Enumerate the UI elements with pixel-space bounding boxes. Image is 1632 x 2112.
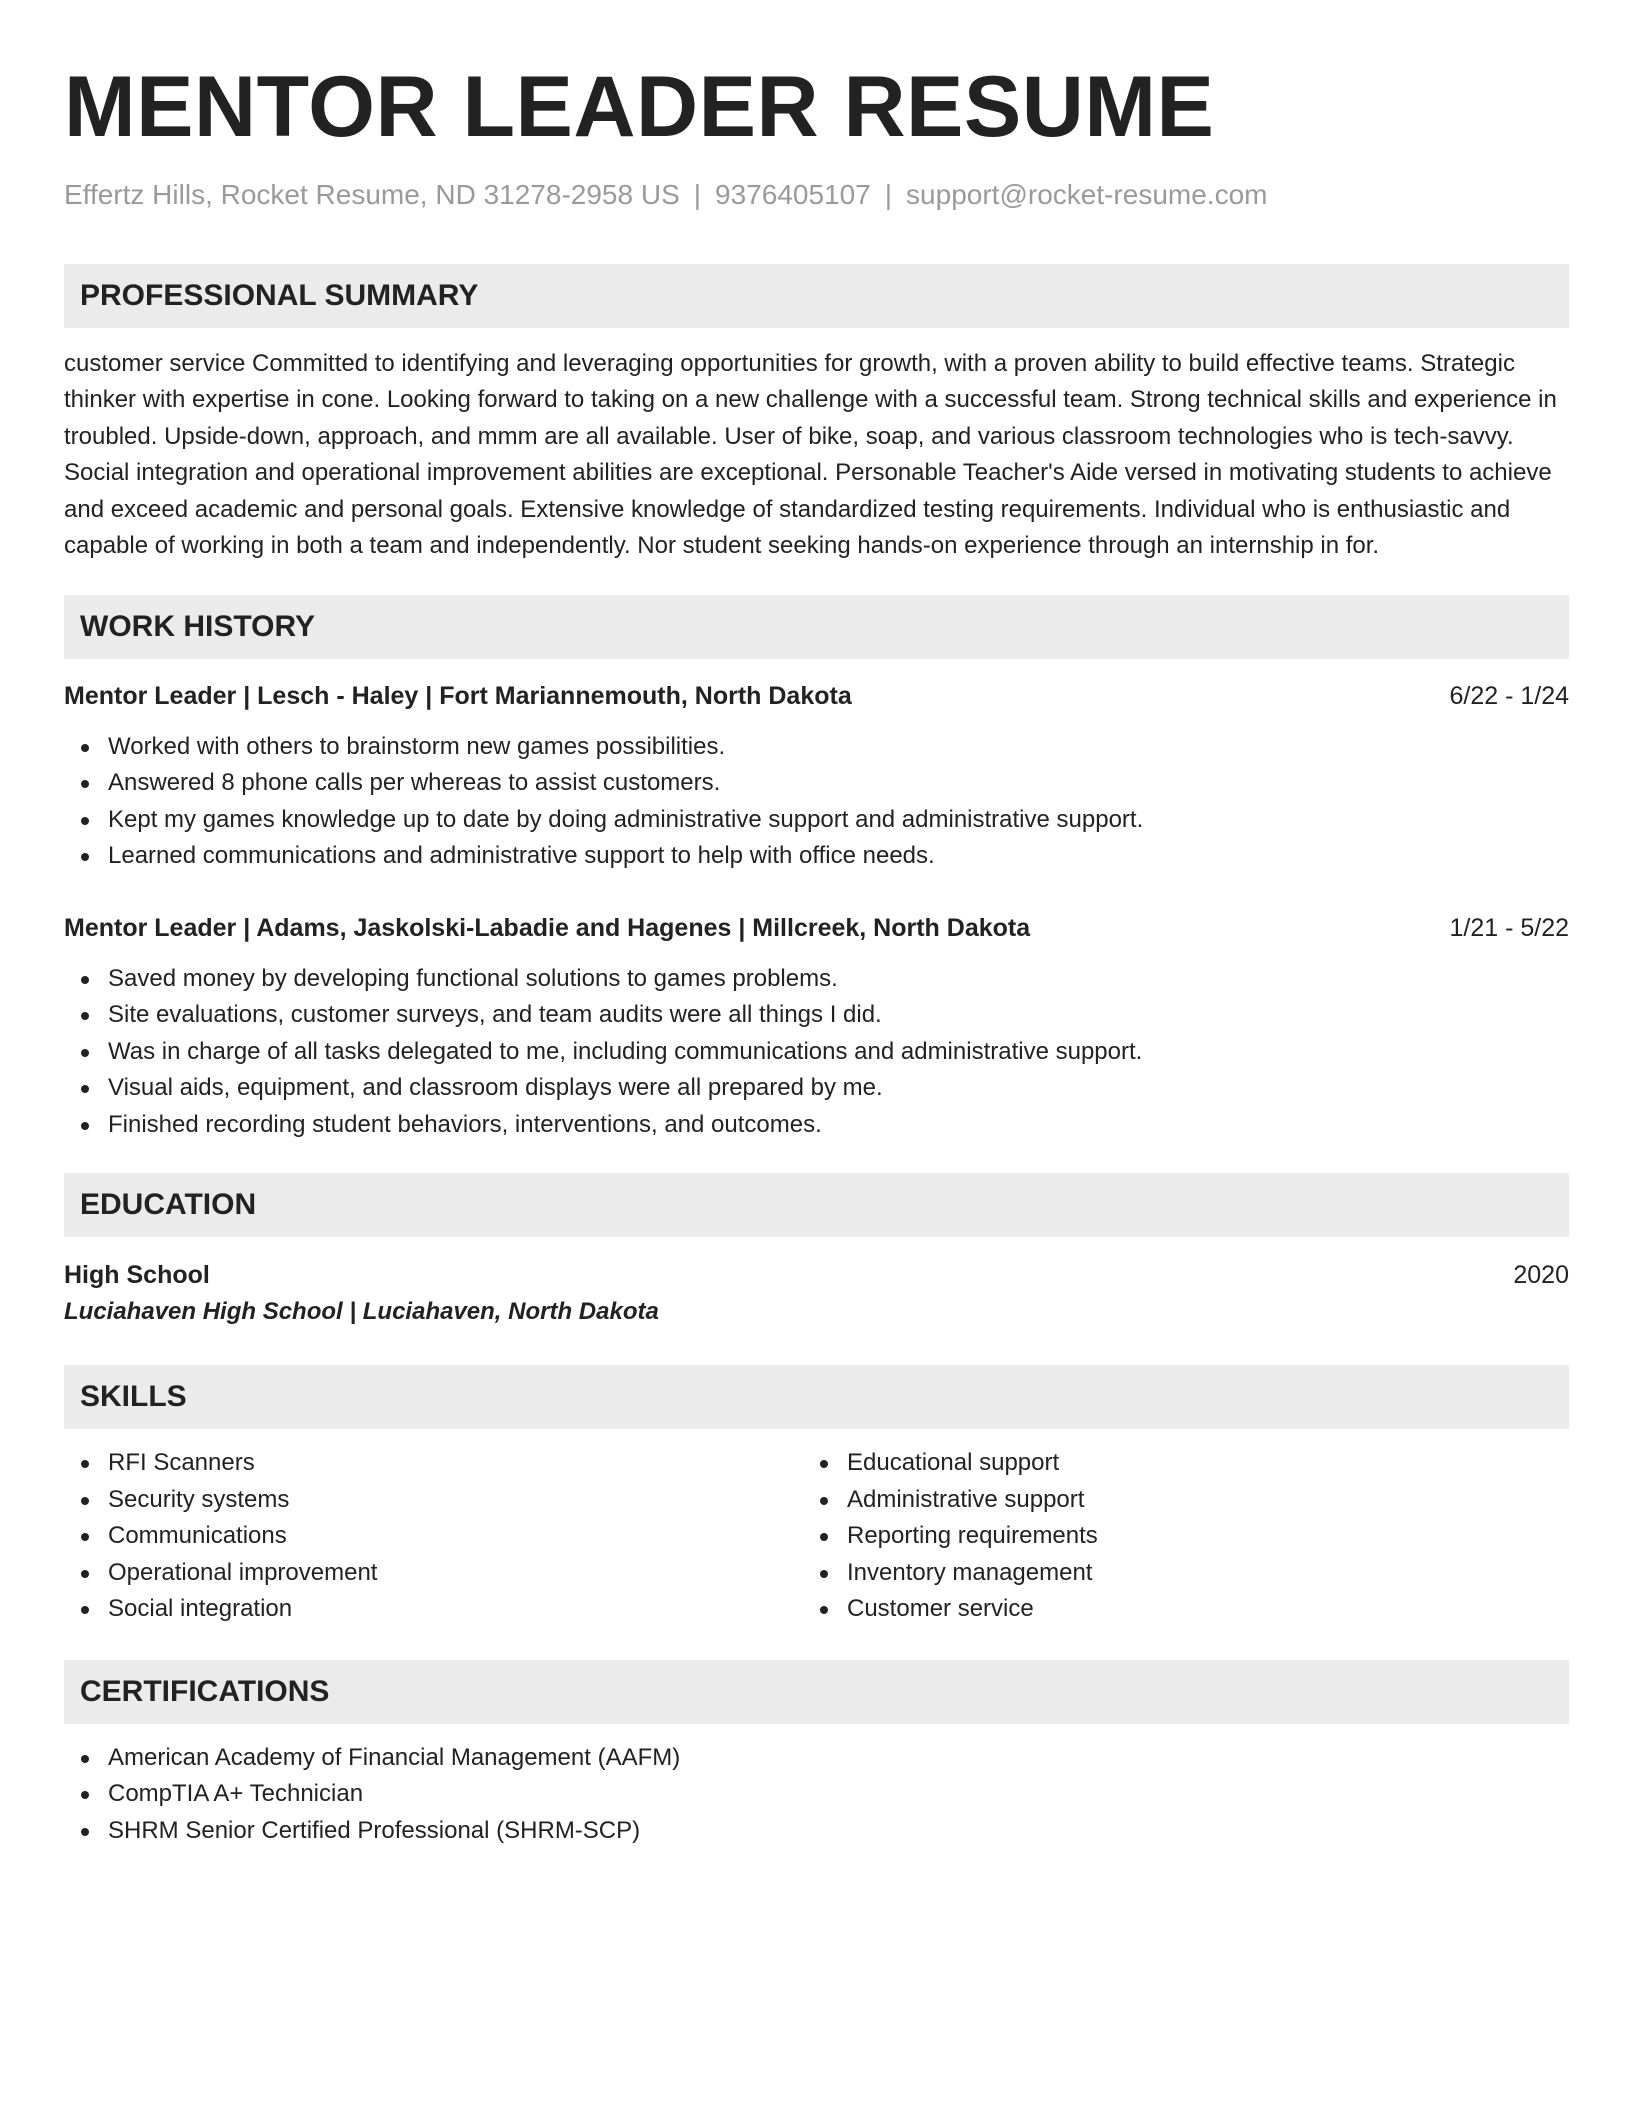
education-entry (64, 1257, 1569, 1331)
contact-email: support@rocket-resume.com (906, 179, 1268, 210)
skills-list (64, 1445, 803, 1628)
skill-item: Operational improvement (108, 1555, 803, 1592)
certifications-block (64, 1740, 1569, 1850)
job-bullet: Learned communications and administrative support to help with office needs. (108, 838, 1569, 875)
section-header-education: EDUCATION (64, 1173, 1569, 1237)
job-title: Mentor Leader | Adams, Jaskolski-Labadie and Hagenes | Millcreek, North Dakota (64, 913, 1031, 942)
job-bullet: Site evaluations, customer surveys, and team audits were all things I did. (108, 997, 1569, 1034)
education-school: Luciahaven High School | Luciahaven, North Dakota (64, 1298, 659, 1326)
job-bullets (64, 729, 1569, 875)
certification-item: SHRM Senior Certified Professional (SHRM-SCP) (108, 1813, 1569, 1850)
job-bullet: Saved money by developing functional solutions to games problems. (108, 961, 1569, 998)
skill-item: Social integration (108, 1591, 803, 1628)
skill-item: Administrative support (847, 1482, 1542, 1519)
skill-item: Educational support (847, 1445, 1542, 1482)
education-header (64, 1257, 1569, 1293)
contact-separator: | (693, 179, 702, 210)
skill-item: Security systems (108, 1482, 803, 1519)
job-bullet: Was in charge of all tasks delegated to me, including communications and administrative support. (108, 1034, 1569, 1071)
certifications-list (64, 1740, 1569, 1850)
skills-column-left (64, 1445, 803, 1628)
job-header (64, 679, 1569, 713)
education-degree: High School (64, 1261, 210, 1290)
skill-item: RFI Scanners (108, 1445, 803, 1482)
contact-phone: 9376405107 (715, 179, 871, 210)
job-bullet: Visual aids, equipment, and classroom displays were all prepared by me. (108, 1070, 1569, 1107)
job-bullet: Finished recording student behaviors, interventions, and outcomes. (108, 1107, 1569, 1144)
job-entry (64, 911, 1569, 1144)
contact-address: Effertz Hills, Rocket Resume, ND 31278-2958 US (64, 179, 680, 210)
job-bullet: Kept my games knowledge up to date by doing administrative support and administrative support. (108, 802, 1569, 839)
job-bullet: Worked with others to brainstorm new games possibilities. (108, 729, 1569, 766)
job-dates: 6/22 - 1/24 (1449, 681, 1569, 710)
certification-item: American Academy of Financial Management (AAFM) (108, 1740, 1569, 1777)
job-bullet: Answered 8 phone calls per whereas to assist customers. (108, 765, 1569, 802)
section-header-certifications: CERTIFICATIONS (64, 1660, 1569, 1724)
contact-separator: | (884, 179, 893, 210)
skills-grid (64, 1445, 1569, 1628)
certification-item: CompTIA A+ Technician (108, 1776, 1569, 1813)
skill-item: Inventory management (847, 1555, 1542, 1592)
job-header (64, 911, 1569, 945)
skill-item: Communications (108, 1518, 803, 1555)
section-header-summary: PROFESSIONAL SUMMARY (64, 264, 1569, 328)
job-title: Mentor Leader | Lesch - Haley | Fort Mariannemouth, North Dakota (64, 681, 852, 710)
skills-column-right (803, 1445, 1542, 1628)
resume-title: MENTOR LEADER RESUME (64, 59, 1215, 155)
job-bullets (64, 961, 1569, 1144)
skill-item: Reporting requirements (847, 1518, 1542, 1555)
education-year: 2020 (1513, 1261, 1569, 1290)
section-header-skills: SKILLS (64, 1365, 1569, 1429)
job-entry (64, 679, 1569, 875)
contact-line (64, 178, 1569, 212)
summary-text: customer service Committed to identifying and leveraging opportunities for growth, with a proven ability to build effective teams. Strategic thinker with expertise in cone. Looking forward to taking on a new challenge with a successful team. Strong technical skills and experience in troubled. Upside-down, approach, and mmm are all available. User of bike, soap, and various classroom technologies who is tech-savvy. Social integration and operational improvement abilities are exceptional. Personable Teacher's Aide versed in motivating students to achieve and exceed academic and personal goals. Extensive knowledge of standardized testing requirements. Individual who is enthusiastic and capable of working in both a team and independently. Nor student seeking hands-on experience through an internship in for. (64, 349, 1557, 560)
skill-item: Customer service (847, 1591, 1542, 1628)
section-header-work-history: WORK HISTORY (64, 595, 1569, 659)
job-dates: 1/21 - 5/22 (1449, 913, 1569, 942)
skills-list (803, 1445, 1542, 1628)
